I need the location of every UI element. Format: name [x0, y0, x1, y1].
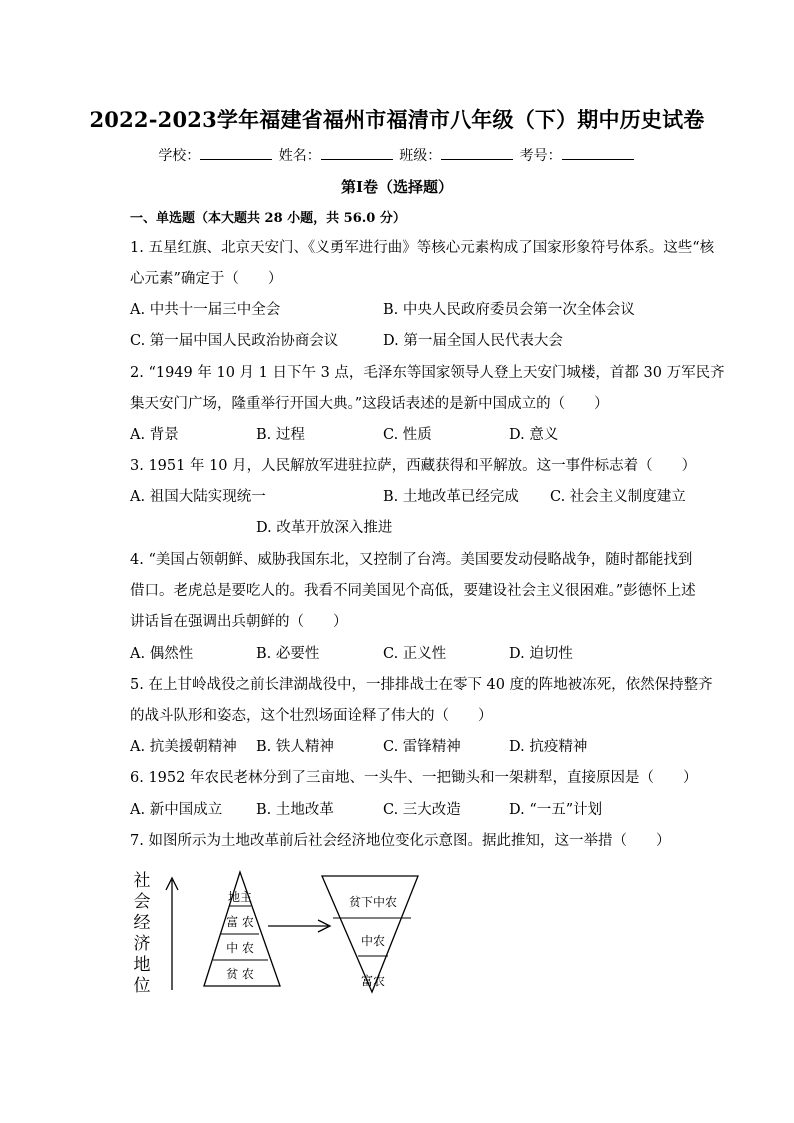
q2-stem-line-2: 集天安门广场，隆重举行开国大典。”这段话表述的是新中国成立的（ ）: [130, 396, 609, 412]
land-reform-figure: [128, 868, 428, 998]
school-label: 学校：: [158, 148, 201, 164]
q1-stem-line-2: 心元素”确定于（ ）: [130, 271, 283, 287]
q6-stem-line-1: 6. 1952 年农民老林分到了三亩地、一头牛、一把锄头和一架耕犁，直接原因是（ ）: [130, 770, 698, 786]
q1-stem-line-1: 1. 五星红旗、北京天安门、《义勇军进行曲》等核心元素构成了国家形象符号体系。这些“核: [130, 240, 715, 256]
q1-option-c[interactable]: C. 第一届中国人民政治协商会议: [130, 333, 339, 349]
level-rich-peasant-after: 富农: [360, 974, 386, 988]
q5-stem-line-1: 5. 在上甘岭战役之前长津湖战役中，一排排战士在零下 40 度的阵地被冻死，依然保持整齐: [130, 677, 713, 693]
name-blank[interactable]: [321, 145, 393, 160]
q3-stem-line-1: 3. 1951 年 10 月，人民解放军进驻拉萨，西藏获得和平解放。这一事件标志着（ ）: [130, 458, 697, 474]
exam-no-blank[interactable]: [562, 145, 634, 160]
student-info-line: [0, 145, 794, 165]
up-arrow-icon: [166, 878, 178, 990]
q5-option-b[interactable]: B. 铁人精神: [256, 739, 334, 755]
level-rich-peasant: 富 农: [226, 915, 254, 929]
q4-option-b[interactable]: B. 必要性: [256, 646, 320, 662]
level-middle-peasant: 中 农: [226, 941, 254, 955]
q2-option-a[interactable]: A. 背景: [130, 427, 179, 443]
q4-option-d[interactable]: D. 迫切性: [509, 646, 573, 662]
q5-option-a[interactable]: A. 抗美援朝精神: [130, 739, 237, 755]
q1-option-a[interactable]: A. 中共十一届三中全会: [130, 302, 281, 318]
level-landlord: 地主: [227, 890, 253, 904]
level-middle-peasant-after: 中农: [360, 934, 386, 948]
q6-option-d[interactable]: D. “一五”计划: [509, 802, 603, 818]
q6-option-b[interactable]: B. 土地改革: [256, 802, 334, 818]
axis-char: 经: [133, 913, 151, 933]
q2-option-d[interactable]: D. 意义: [509, 427, 559, 443]
q4-option-c[interactable]: C. 正义性: [383, 646, 447, 662]
q2-stem-line-1: 2. “1949 年 10 月 1 日下午 3 点，毛泽东等国家领导人登上天安门城楼，首都 30 万军民齐: [130, 365, 725, 381]
q4-stem-line-1: 4. “美国占领朝鲜、威胁我国东北，又控制了台湾。美国要发动侵略战争，随时都能找到: [130, 552, 693, 568]
axis-char: 社: [133, 871, 151, 891]
q5-stem-line-2: 的战斗队形和姿态，这个壮烈场面诠释了伟大的（ ）: [130, 708, 493, 724]
axis-char: 济: [133, 934, 151, 954]
q4-stem-line-2: 借口。老虎总是要吃人的。我看不同美国见个高低，要建设社会主义很困难。”彭德怀上述: [130, 583, 696, 599]
q2-option-c[interactable]: C. 性质: [383, 427, 432, 443]
q4-stem-line-3: 讲话旨在强调出兵朝鲜的（ ）: [130, 614, 348, 630]
class-blank[interactable]: [441, 145, 513, 160]
q3-option-d[interactable]: D. 改革开放深入推进: [256, 520, 393, 536]
q5-option-d[interactable]: D. 抗疫精神: [509, 739, 588, 755]
axis-char: 会: [133, 892, 151, 912]
level-poor-peasant: 贫 农: [226, 967, 254, 981]
q7-stem-line-1: 7. 如图所示为土地改革前后社会经济地位变化示意图。据此推知，这一举措（ ）: [130, 833, 671, 849]
axis-label: [134, 871, 151, 996]
right-arrow-icon: [268, 920, 330, 932]
q3-option-c[interactable]: C. 社会主义制度建立: [550, 489, 686, 505]
level-poor-lower-middle: 贫下中农: [348, 895, 398, 909]
q1-option-b[interactable]: B. 中央人民政府委员会第一次全体会议: [383, 302, 635, 318]
q5-option-c[interactable]: C. 雷锋精神: [383, 739, 461, 755]
page-title: 2022-2023学年福建省福州市福清市八年级（下）期中历史试卷: [89, 107, 705, 132]
after-pyramid: [322, 876, 418, 992]
q6-option-c[interactable]: C. 三大改造: [383, 802, 461, 818]
q4-option-a[interactable]: A. 偶然性: [130, 646, 194, 662]
axis-char: 地: [133, 955, 151, 975]
q3-option-b[interactable]: B. 土地改革已经完成: [383, 489, 519, 505]
q2-option-b[interactable]: B. 过程: [256, 427, 305, 443]
q3-option-a[interactable]: A. 祖国大陆实现统一: [130, 489, 266, 505]
section-title: 第Ⅰ卷（选择题）: [340, 178, 454, 196]
before-pyramid: [204, 872, 280, 986]
school-blank[interactable]: [200, 145, 272, 160]
axis-char: 位: [133, 976, 151, 996]
part-title: 一、单选题（本大题共 28 小题，共 56.0 分）: [130, 211, 406, 226]
q6-option-a[interactable]: A. 新中国成立: [130, 802, 223, 818]
q1-option-d[interactable]: D. 第一届全国人民代表大会: [383, 333, 563, 349]
class-label: 班级：: [399, 148, 442, 164]
name-label: 姓名：: [278, 148, 321, 164]
exam-no-label: 考号：: [519, 148, 562, 164]
